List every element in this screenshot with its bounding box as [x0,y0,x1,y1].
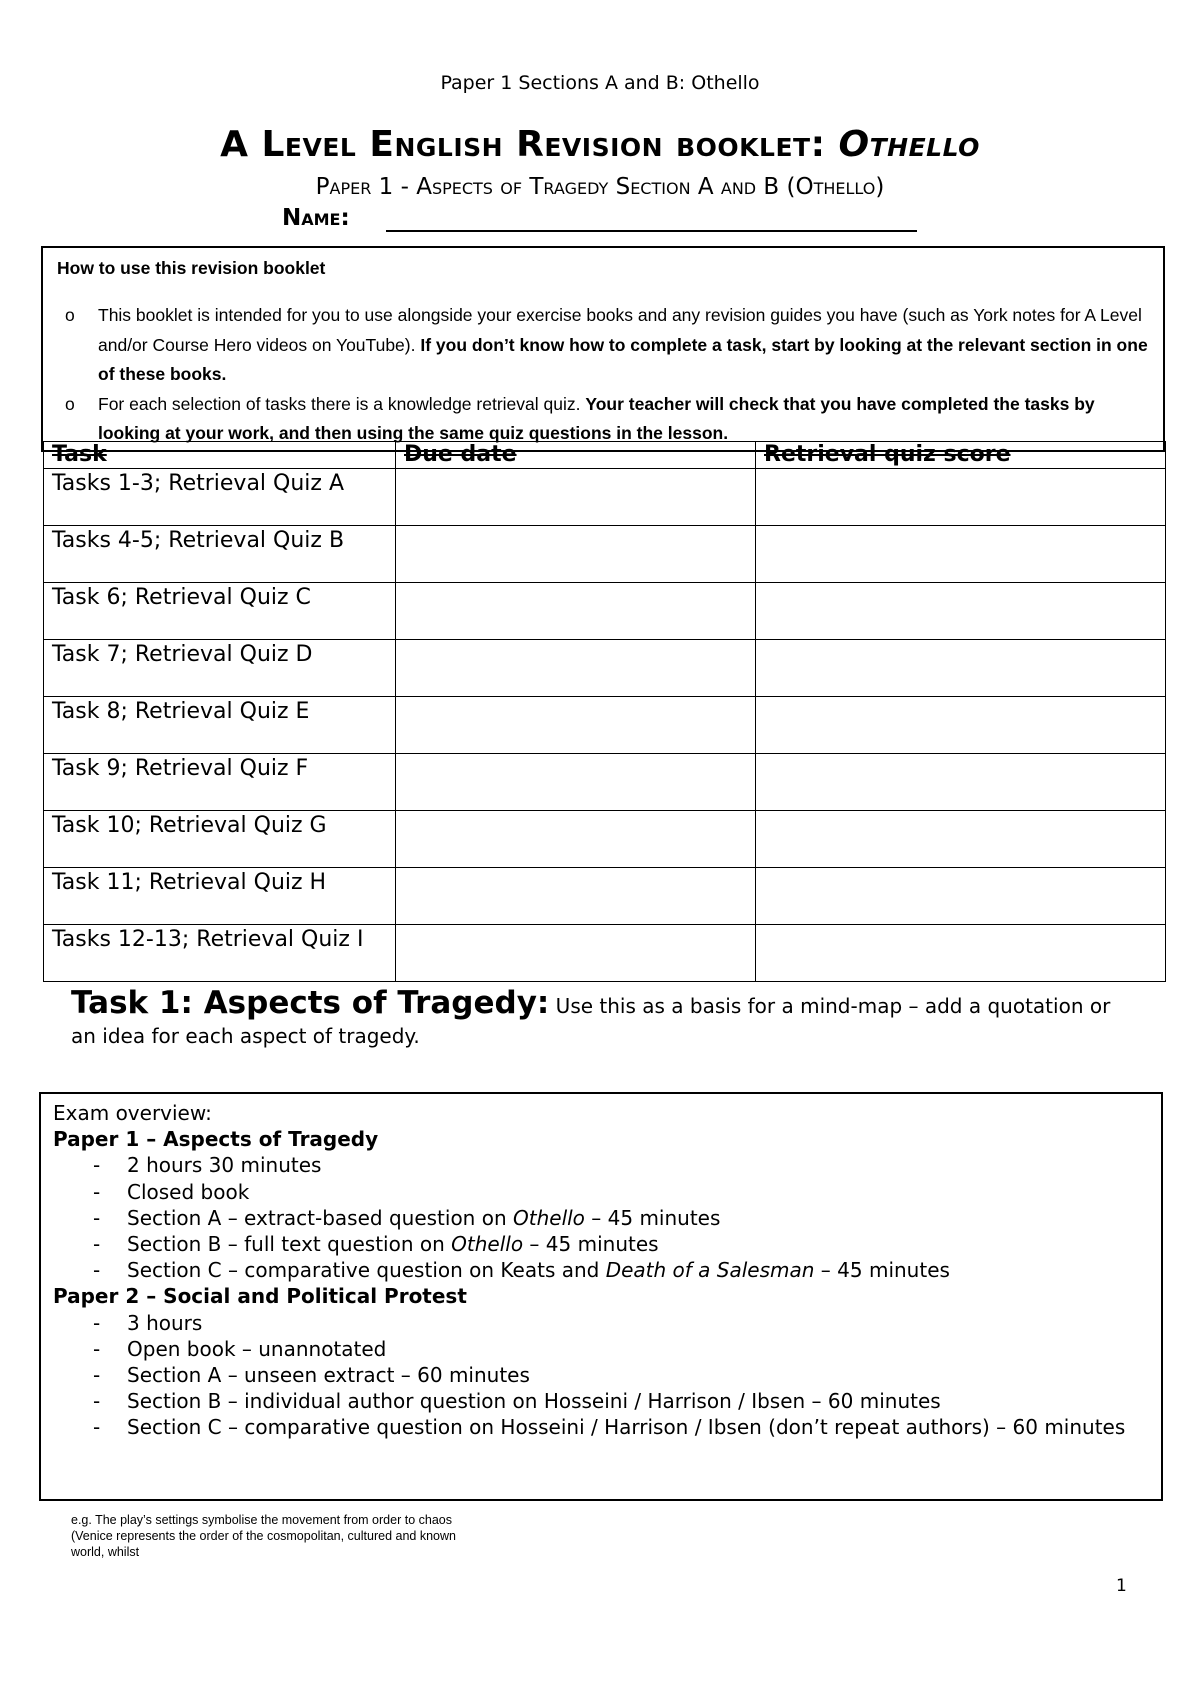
cell-quiz-score[interactable] [756,640,1166,697]
howto-text-bold: If you don’t know how to complete a task, start by looking at the relevant section in one of these books. [98,334,1148,384]
item-text: Closed book [127,1179,250,1204]
task-table [43,441,1166,982]
cell-quiz-score[interactable] [756,754,1166,811]
howto-heading: How to use this revision booklet [57,258,326,278]
dash-icon: - [93,1415,101,1440]
cell-due-date[interactable] [396,640,756,697]
dash-icon: - [93,1258,101,1283]
paper1-list [53,1152,1149,1283]
dash-icon: - [93,1179,101,1204]
howto-list [43,301,1163,449]
list-item [93,1362,1149,1388]
cell-quiz-score[interactable] [756,469,1166,526]
cell-due-date[interactable] [396,868,756,925]
header-quiz-score: Retrieval quiz score [756,442,1166,469]
dash-icon: - [93,1205,101,1230]
howto-text-bold: Your teacher will check that you have completed the tasks by looking at your work, and then using the same quiz questions in the lesson. [98,393,1095,443]
cell-due-date[interactable] [396,811,756,868]
item-title: Othello [513,1205,585,1230]
header-due-date: Due date [396,442,756,469]
exam-heading: Exam overview: [53,1101,212,1125]
item-text: Open book – unannotated [127,1336,387,1361]
howto-text: For each selection of tasks there is a knowledge retrieval quiz. [98,393,586,414]
list-item [93,1388,1149,1414]
item-text: 2 hours 30 minutes [127,1153,322,1178]
task1-text: Use this as a basis for a mind-map – add a quotation or an idea for each aspect of tragedy. [71,994,1111,1048]
list-item [93,1231,1149,1257]
paper2-list [53,1310,1149,1441]
item-title: Othello [451,1232,524,1257]
cell-task: Task 9; Retrieval Quiz F [44,754,396,811]
paper1-title: Paper 1 – Aspects of Tragedy [53,1127,379,1152]
cell-quiz-score[interactable] [756,811,1166,868]
item-text: Section B – individual author question on Hosseini / Harrison / Ibsen – 60 minutes [127,1389,941,1414]
cell-quiz-score[interactable] [756,868,1166,925]
list-item [93,1310,1149,1336]
item-text-end: – 45 minutes [584,1205,721,1230]
cell-due-date[interactable] [396,583,756,640]
cell-quiz-score[interactable] [756,925,1166,982]
table-row [44,469,1166,526]
page-subtitle: Paper 1 - Aspects of Tragedy Section A and B (Othello) [315,174,885,200]
cell-quiz-score[interactable] [756,697,1166,754]
cell-task: Task 10; Retrieval Quiz G [44,811,396,868]
cell-due-date[interactable] [396,469,756,526]
dash-icon: - [93,1153,101,1178]
table-row [44,526,1166,583]
table-row [44,868,1166,925]
dash-icon: - [93,1232,101,1257]
cell-task: Task 7; Retrieval Quiz D [44,640,396,697]
item-text: Section B – full text question on [127,1232,452,1257]
cell-task: Tasks 12-13; Retrieval Quiz I [44,925,396,982]
bullet-icon: o [65,305,75,325]
page-header: Paper 1 Sections A and B: Othello [440,72,760,94]
list-item [93,1152,1149,1178]
table-row [44,583,1166,640]
cell-quiz-score[interactable] [756,583,1166,640]
title-italic: Othello [838,124,980,165]
page-title [0,124,1200,165]
item-text-end: – 45 minutes [814,1258,950,1283]
dash-icon: - [93,1336,101,1361]
bullet-icon: o [65,393,75,414]
cell-task: Tasks 4-5; Retrieval Quiz B [44,526,396,583]
cell-quiz-score[interactable] [756,526,1166,583]
list-item [93,1257,1149,1283]
dash-icon: - [93,1363,101,1388]
title-main: A Level English Revision booklet: [220,124,839,165]
cell-task: Task 6; Retrieval Quiz C [44,583,396,640]
exam-overview-box [39,1092,1163,1501]
list-item [93,1414,1149,1440]
header-task: Task [44,442,396,469]
example-note: e.g. The play’s settings symbolise the movement from order to chaos (Venice represents the order of the cosmopolitan, cultured and known world, whilst [71,1513,456,1559]
table-header-row [44,442,1166,469]
item-text: Section A – unseen extract – 60 minutes [127,1363,530,1388]
paper2-title: Paper 2 – Social and Political Protest [53,1284,467,1309]
cell-task: Tasks 1-3; Retrieval Quiz A [44,469,396,526]
item-title: Death of a Salesman [605,1258,815,1283]
howto-item [65,301,1163,390]
name-field[interactable] [386,230,917,232]
table-row [44,697,1166,754]
cell-due-date[interactable] [396,754,756,811]
task1-heading: Task 1: Aspects of Tragedy: [71,985,550,1021]
list-item [93,1205,1149,1231]
task1-section [71,985,1111,1051]
cell-due-date[interactable] [396,526,756,583]
list-item [93,1336,1149,1362]
howto-text: This booklet is intended for you to use alongside your exercise books and any revision guides you have (such as York notes for A Level and/or Course Hero videos on YouTube). [98,305,1142,355]
list-item [93,1179,1149,1205]
table-row [44,640,1166,697]
cell-task: Task 8; Retrieval Quiz E [44,697,396,754]
table-row [44,925,1166,982]
cell-due-date[interactable] [396,697,756,754]
dash-icon: - [93,1389,101,1414]
cell-task: Task 11; Retrieval Quiz H [44,868,396,925]
table-row [44,811,1166,868]
table-row [44,754,1166,811]
dash-icon: - [93,1310,101,1335]
page-number: 1 [1116,1576,1127,1596]
item-text-end: – 45 minutes [523,1232,659,1257]
item-text: Section C – comparative question on Hosseini / Harrison / Ibsen (don’t repeat authors) – 60 minutes [127,1415,1126,1440]
cell-due-date[interactable] [396,925,756,982]
name-label: Name: [282,205,350,231]
item-text: Section A – extract-based question on [127,1205,513,1230]
howto-item [65,390,1163,449]
item-text: Section C – comparative question on Keats and [127,1258,606,1283]
item-text: 3 hours [127,1310,203,1335]
howto-box [41,246,1165,452]
